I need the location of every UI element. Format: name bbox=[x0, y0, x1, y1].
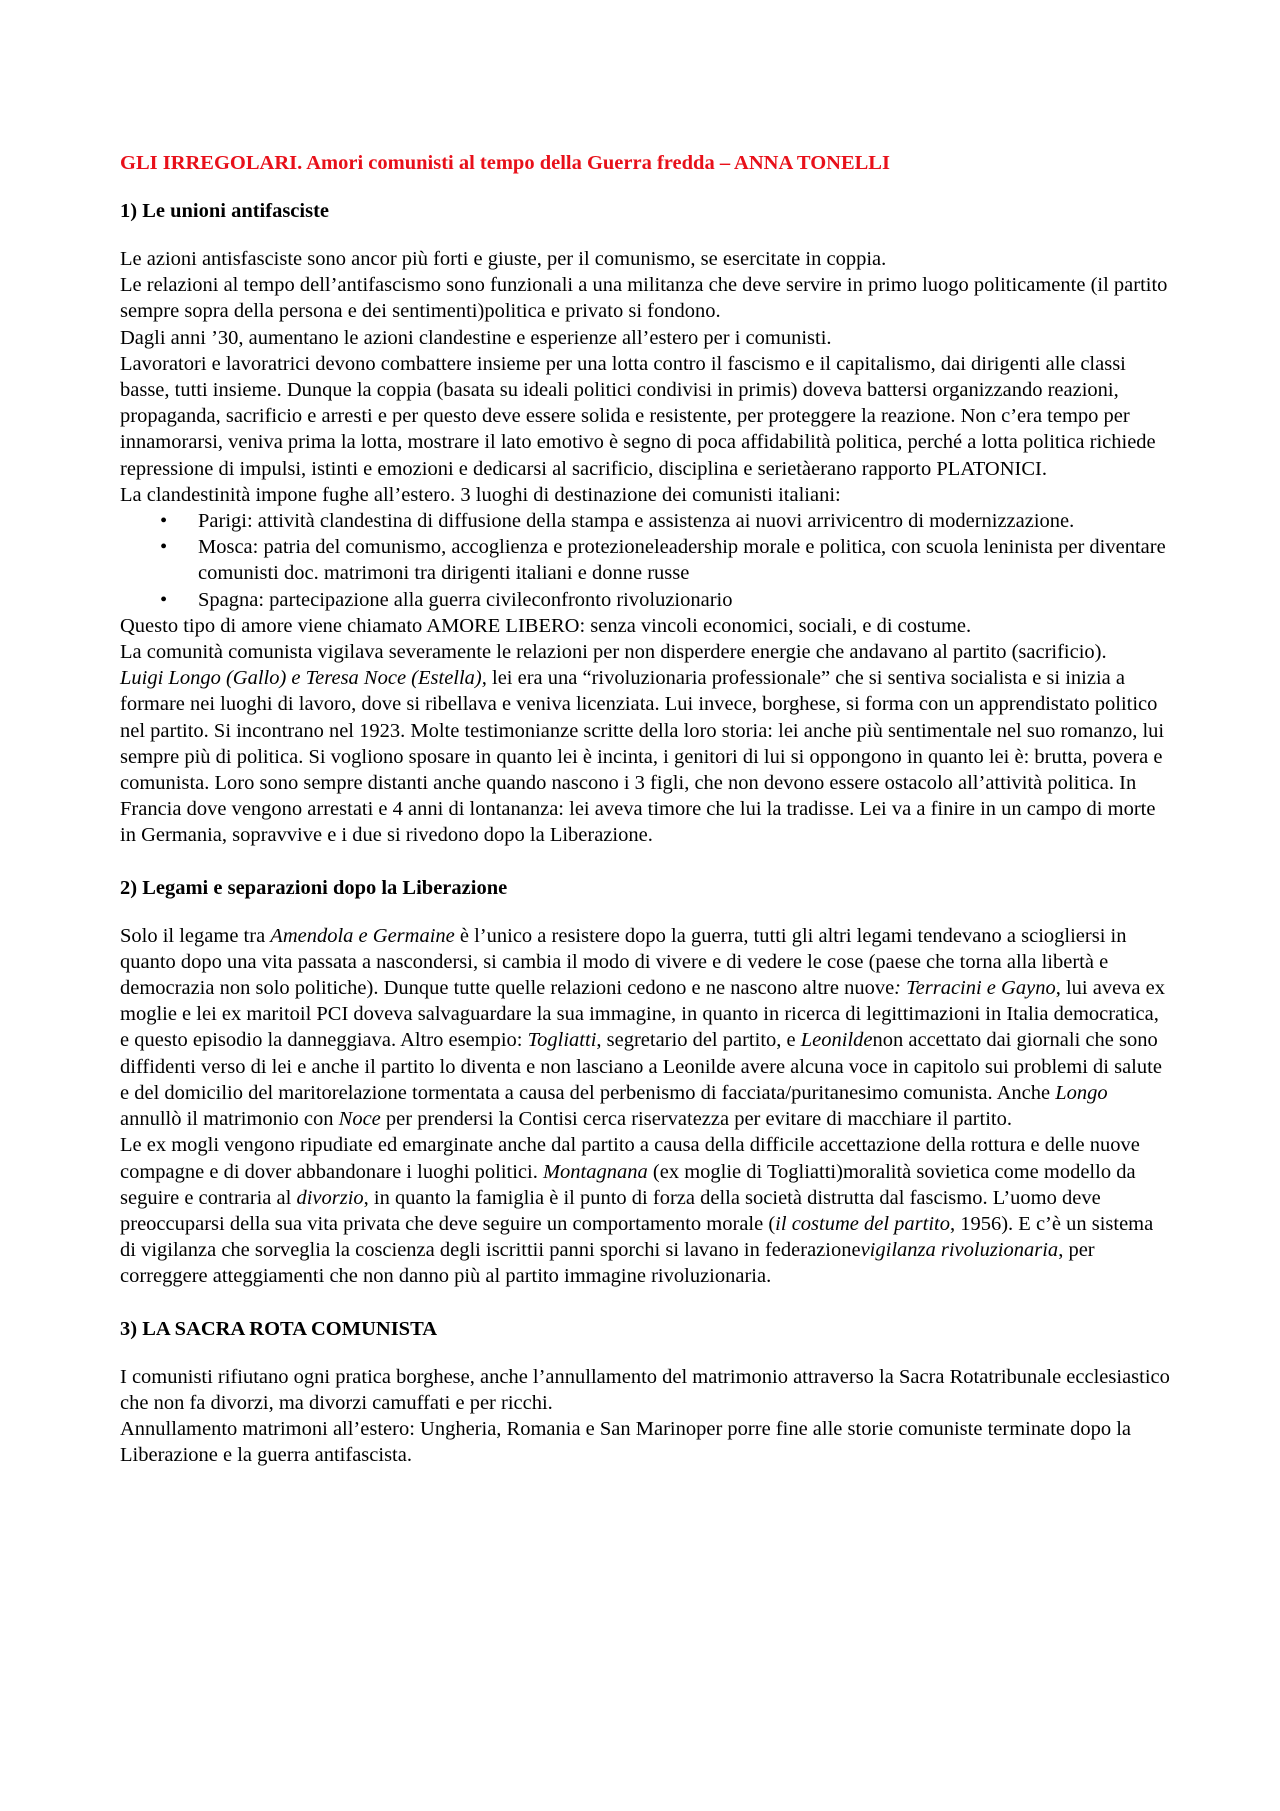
s2-paragraph-2 bbox=[120, 1132, 1170, 1289]
vigilanza-rivoluzionaria: vigilanza rivoluzionaria bbox=[860, 1239, 1059, 1262]
s1-paragraph-1: Le azioni antisfasciste sono ancor più forti e giuste, per il comunismo, se esercitate in coppia. bbox=[120, 248, 887, 270]
section-2-heading: 2) Legami e separazioni dopo la Liberazione bbox=[120, 876, 508, 899]
text-run: , lui aveva ex moglie e lei ex maritoil PCI doveva salvaguardare la sua immagine, in quanto in ricerca di legittimazioni in Italia democratica, e questo episodio la danneggiava. Altro esempio: bbox=[120, 977, 1165, 1052]
longo-noce-names: Luigi Longo (Gallo) e Teresa Noce (Estella), bbox=[120, 667, 487, 690]
s1-paragraph-8 bbox=[120, 665, 1170, 848]
section-3-heading: 3) LA SACRA ROTA COMUNISTA bbox=[120, 1317, 438, 1340]
text-run: , in quanto la famiglia è il punto di forza della società distrutta dal fascismo. L’uomo deve preoccuparsi della sua vita privata che deve seguire un comportamento morale ( bbox=[120, 1186, 1101, 1235]
text-run: per prendersi la Contisi cerca riservatezza per evitare di macchiare il partito. bbox=[380, 1108, 1012, 1131]
s1-paragraph-4: Lavoratori e lavoratrici devono combattere insieme per una lotta contro il fascismo e il capitalismo, dai dirigenti alle classi basse, tutti insieme. Dunque la coppia (basata su ideali politici condivisi in primis) doveva battersi organizzando reazioni, propaganda, sacrificio e arresti e per questo deve essere solida e resistente, per proteggere la reazione. Non c’era tempo per innamorarsi, veniva prima la lotta, mostrare il lato emotivo è segno di poca affidabilità politica, perché a lotta politica richiede repressione di impulsi, istinti e emozioni e dedicarsi al sacrificio, disciplina e serietàerano rapporto PLATONICI. bbox=[120, 352, 1156, 480]
text-run: annullò il matrimonio con bbox=[120, 1108, 339, 1131]
text-run: non accettato dai giornali che sono diffidenti verso di lei e anche il partito lo diventa e non lasciano a Leonilde avere alcuna voce in capitolo sui problemi di salute e del domicilio del maritorelazione tormentata a causa del perbenismo di facciata/puritanesimo comunista. Anche bbox=[120, 1029, 1162, 1104]
text-run: Le ex mogli vengono ripudiate ed emarginate anche dal partito a causa della difficile accettazione della rottura e delle nuove compagne e di dover abbandonare i luoghi politici. bbox=[120, 1134, 1140, 1183]
leonilde: Leonilde bbox=[800, 1029, 873, 1052]
section-1 bbox=[120, 198, 1170, 849]
s1-paragraph-6: Questo tipo di amore viene chiamato AMORE LIBERO: senza vincoli economici, sociali, e di costume. bbox=[120, 614, 972, 637]
s3-paragraph-2: Annullamento matrimoni all’estero: Ungheria, Romania e San Marinoper porre fine alle storie comuniste terminate dopo la Liberazione e la guerra antifascista. bbox=[120, 1417, 1132, 1467]
noce: Noce bbox=[338, 1108, 381, 1131]
text-run: è l’unico a resistere dopo la guerra, tutti gli altri legami tendevano a sciogliersi in quanto dopo una vita passata a nascondersi, si cambia il modo di vivere e di vedere le cose (paese che torna alla libertà e democrazia non solo politiche). Dunque tutte quelle relazioni cedono e ne nascono altre nuove bbox=[120, 924, 1127, 1000]
text-run: , segretario del partito, e bbox=[596, 1029, 801, 1052]
section-3 bbox=[120, 1316, 1170, 1469]
text-run: , per correggere atteggiamenti che non danno più al partito immagine rivoluzionaria. bbox=[120, 1239, 1095, 1288]
amendola-germaine: Amendola e Germaine bbox=[270, 924, 455, 947]
divorzio: divorzio bbox=[296, 1186, 364, 1209]
s1-paragraph-7: La comunità comunista vigilava severamente le relazioni per non disperdere energie che andavano al partito (sacrificio). bbox=[120, 641, 1107, 664]
text-run: , 1956). E c’è un sistema di vigilanza che sorveglia la coscienza degli iscrittii panni sporchi si lavano in federazione bbox=[120, 1212, 1154, 1262]
text-run: (ex moglie di Togliatti)moralità sovietica come modello da seguire e contraria al bbox=[120, 1160, 1136, 1209]
text-run: Solo il legame tra bbox=[120, 924, 271, 947]
s3-paragraph-1: I comunisti rifiutano ogni pratica borghese, anche l’annullamento del matrimonio attraverso la Sacra Rotatribunale ecclesiastico che non fa divorzi, ma divorzi camuffati e per ricchi. bbox=[120, 1365, 1170, 1414]
montagnana: Montagnana bbox=[542, 1160, 648, 1183]
section-1-heading: 1) Le unioni antifasciste bbox=[120, 200, 329, 222]
s1-paragraph-8-text: lei era una “rivoluzionaria professionale” che si sentiva socialista e si inizia a formare nei luoghi di lavoro, dove si ribellava e veniva licenziata. Lui invece, borghese, si forma con un apprendistato politico nel partito. Si incontrano nel 1923. Molte testimonianze scritte della loro storia: lei anche più sentimentale nel suo romanzo, lui sempre più di politica. Si vogliono sposare in quanto lei è incinta, i genitori di lui si oppongono in quanto lei è: brutta, povera e comunista. Loro sono sempre distanti anche quando nascono i 3 figli, che non devono essere ostacolo all’attività politica. In Francia dove vengono arrestati e 4 anni di lontananza: lei aveva timore che lui la tradisse. Lei va a finire in un campo di morte in Germania, sopravvive e i due si rivedono dopo la Liberazione. bbox=[120, 667, 1165, 847]
togliatti: Togliatti bbox=[527, 1029, 597, 1052]
document-title: GLI IRREGOLARI. Amori comunisti al tempo della Guerra fredda – ANNA TONELLI bbox=[120, 152, 890, 174]
s1-paragraph-3: Dagli anni ’30, aumentano le azioni clandestine e esperienze all’estero per i comunisti. bbox=[120, 326, 832, 349]
s1-paragraph-5: La clandestinità impone fughe all’estero. 3 luoghi di destinazione dei comunisti italiani: bbox=[120, 483, 841, 506]
list-item: • Parigi: attività clandestina di diffusione della stampa e assistenza ai nuovi arrivicentro di modernizzazione. bbox=[198, 508, 1170, 534]
section-2 bbox=[120, 875, 1170, 1290]
il-costume-del-partito: il costume del partito bbox=[775, 1212, 950, 1235]
s1-paragraph-2: Le relazioni al tempo dell’antifascismo sono funzionali a una militanza che deve servire in primo luogo politicamente (il partito sempre sopra della persona e dei sentimenti)politica e privato si fondono. bbox=[120, 274, 1168, 323]
terracini-gayno: : Terracini e Gayno bbox=[894, 977, 1056, 1000]
longo: Longo bbox=[1055, 1081, 1108, 1104]
list-item: • Spagna: partecipazione alla guerra civileconfronto rivoluzionario bbox=[198, 587, 1170, 613]
destinations-list bbox=[120, 508, 1170, 613]
list-item: • Mosca: patria del comunismo, accoglienza e protezioneleadership morale e politica, con scuola leninista per diventare comunisti doc. matrimoni tra dirigenti italiani e donne russe bbox=[198, 534, 1170, 586]
s2-paragraph-1 bbox=[120, 923, 1170, 1133]
